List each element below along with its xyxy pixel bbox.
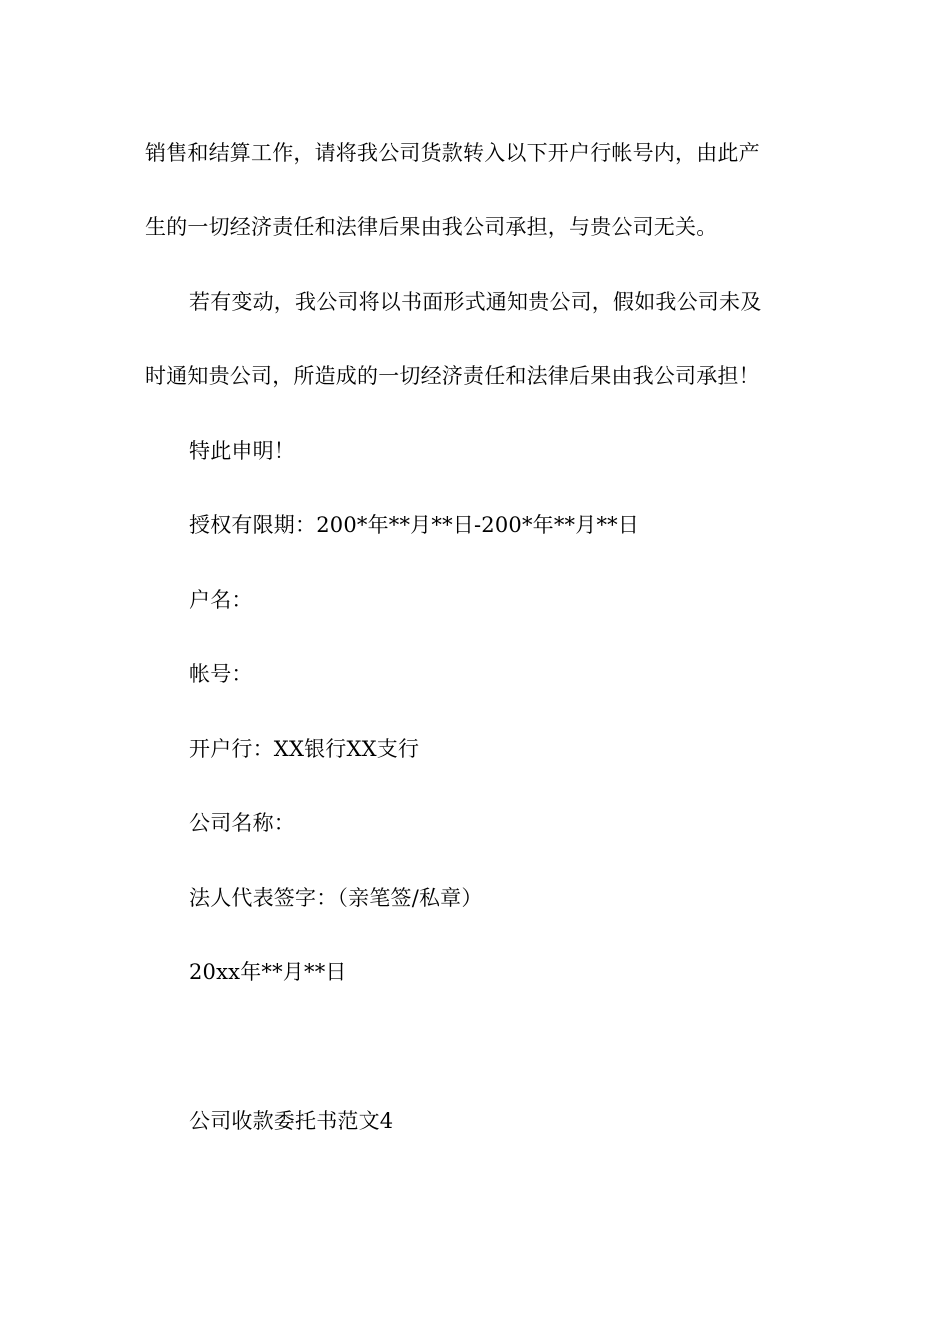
legal-rep-signature-field: 法人代表签字：（亲笔签/私章）	[189, 886, 483, 910]
paragraph-2-line-2: 时通知贵公司，所造成的一切经济责任和法律后果由我公司承担！	[145, 364, 760, 388]
paragraph-2-line-1: 若有变动，我公司将以书面形式通知贵公司，假如我公司未及	[189, 290, 762, 314]
account-number-field: 帐号：	[189, 662, 253, 686]
authorization-period: 授权有限期：200*年**月**日-200*年**月**日	[189, 513, 640, 537]
date-field: 20xx年**月**日	[189, 960, 347, 984]
account-name-field: 户名：	[189, 588, 253, 612]
paragraph-1-line-1: 销售和结算工作，请将我公司货款转入以下开户行帐号内，由此产	[145, 141, 760, 165]
company-name-field: 公司名称：	[189, 811, 295, 835]
declaration: 特此申明！	[189, 439, 295, 463]
next-section-title: 公司收款委托书范文4	[189, 1109, 394, 1133]
bank-field: 开户行：XX银行XX支行	[189, 737, 420, 761]
paragraph-1-line-2: 生的一切经济责任和法律后果由我公司承担，与贵公司无关。	[145, 215, 718, 239]
